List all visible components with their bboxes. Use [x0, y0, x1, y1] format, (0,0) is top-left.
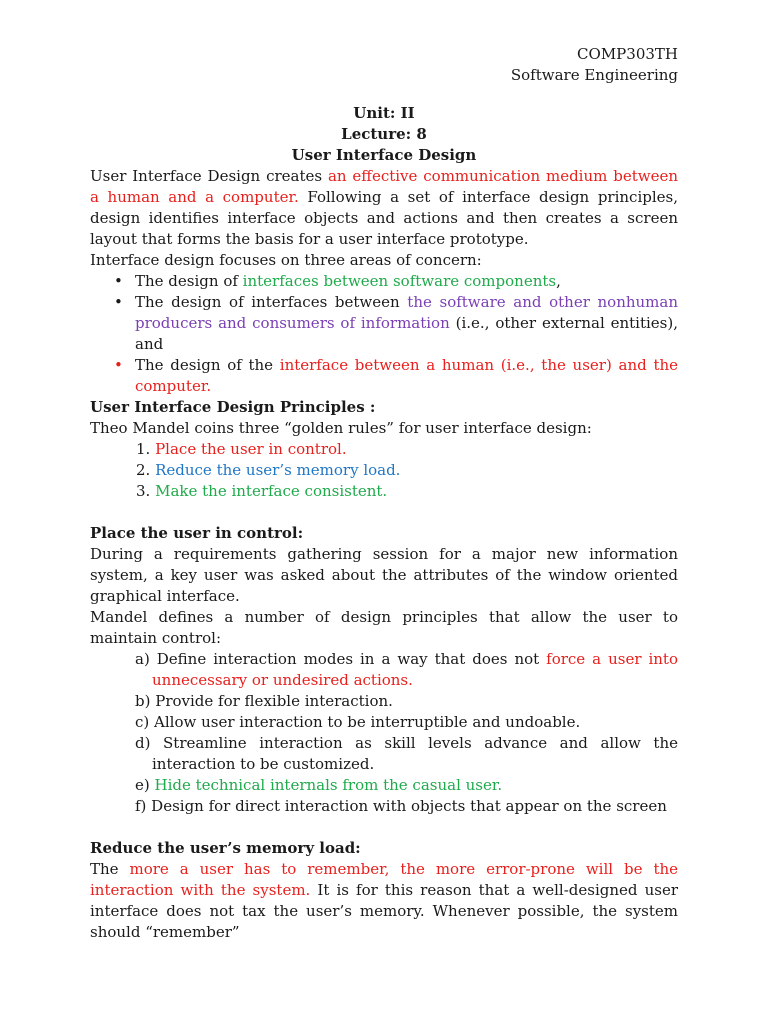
control-item: b) Provide for flexible interaction.	[135, 692, 393, 710]
bullet-icon: •	[114, 293, 123, 311]
concern-text-end: (i.e., other external entities), and	[135, 314, 678, 353]
intro-text: User Interface Design creates	[90, 167, 328, 185]
control-item: d) Streamline interaction as skill levels advance and allow the interaction to be customized.	[135, 734, 678, 773]
spacer	[90, 817, 678, 838]
intro-paragraph	[90, 166, 678, 250]
spacer	[90, 502, 678, 523]
concern-text: The design of the	[135, 356, 280, 374]
memory-highlight: more a user has to remember, the more error-prone will be the interaction with the system.	[90, 860, 679, 899]
memory-paragraph	[90, 859, 678, 943]
item-highlight: force a user into unnecessary or undesired actions.	[152, 650, 678, 689]
page-content	[90, 44, 678, 943]
rule-text: Reduce the user’s memory load.	[155, 461, 401, 479]
bullet-icon: •	[114, 356, 123, 374]
control-paragraph: Mandel defines a number of design principles that allow the user to maintain control:	[90, 608, 678, 647]
golden-rule	[90, 439, 678, 460]
concern-highlight: interfaces between software components	[242, 272, 557, 290]
item-text: e)	[135, 776, 155, 794]
concern-text: The design of	[135, 272, 243, 290]
concern-text: The design of interfaces between	[135, 293, 408, 311]
rule-number: 2.	[136, 461, 156, 479]
rule-number: 1.	[136, 440, 156, 458]
rule-number: 3.	[136, 482, 156, 500]
course-code: COMP303TH	[577, 45, 678, 63]
intro-highlight: an effective communication medium between a human and a computer.	[90, 167, 678, 206]
unit-title: Unit: II	[353, 104, 415, 122]
golden-rule	[90, 481, 678, 502]
control-item	[90, 649, 678, 691]
item-highlight: Hide technical internals from the casual user.	[154, 776, 503, 794]
control-item: f) Design for direct interaction with objects that appear on the screen	[135, 797, 667, 815]
course-name: Software Engineering	[510, 66, 678, 84]
concern-highlight: the software and other nonhuman producers and consumers of information	[135, 293, 679, 332]
concern-item	[90, 292, 678, 355]
principles-heading: User Interface Design Principles :	[90, 398, 376, 416]
concern-item	[90, 355, 678, 397]
memory-text-rest: It is for this reason that a well-designed user interface does not tax the user’s memory. Whenever possible, the system should “remember”	[90, 881, 679, 941]
concerns-intro: Interface design focuses on three areas of concern:	[90, 251, 482, 269]
control-paragraph: During a requirements gathering session for a major new information system, a key user was asked about the attributes of the window oriented graphical interface.	[90, 545, 678, 605]
control-item: c) Allow user interaction to be interruptible and undoable.	[135, 713, 581, 731]
bullet-icon: •	[114, 272, 123, 290]
spacer	[90, 86, 678, 103]
control-heading: Place the user in control:	[90, 524, 304, 542]
principles-intro: Theo Mandel coins three “golden rules” for user interface design:	[90, 419, 592, 437]
topic-title: User Interface Design	[291, 146, 477, 164]
course-header	[90, 44, 678, 86]
concern-item	[90, 271, 678, 292]
golden-rule	[90, 460, 678, 481]
lecture-title: Lecture: 8	[341, 125, 427, 143]
rule-text: Make the interface consistent.	[155, 482, 388, 500]
memory-text: The	[90, 860, 130, 878]
concerns-list	[90, 271, 678, 397]
concern-text-end: ,	[556, 272, 561, 290]
control-item	[90, 775, 678, 796]
concern-highlight: interface between a human (i.e., the user) and the computer.	[135, 356, 679, 395]
intro-text-rest: Following a set of interface design principles, design identifies interface objects and actions and then creates a screen layout that forms the basis for a user interface prototype.	[90, 188, 678, 248]
rule-text: Place the user in control.	[155, 440, 347, 458]
memory-heading: Reduce the user’s memory load:	[90, 839, 361, 857]
item-text: a) Define interaction modes in a way that does not	[135, 650, 547, 668]
